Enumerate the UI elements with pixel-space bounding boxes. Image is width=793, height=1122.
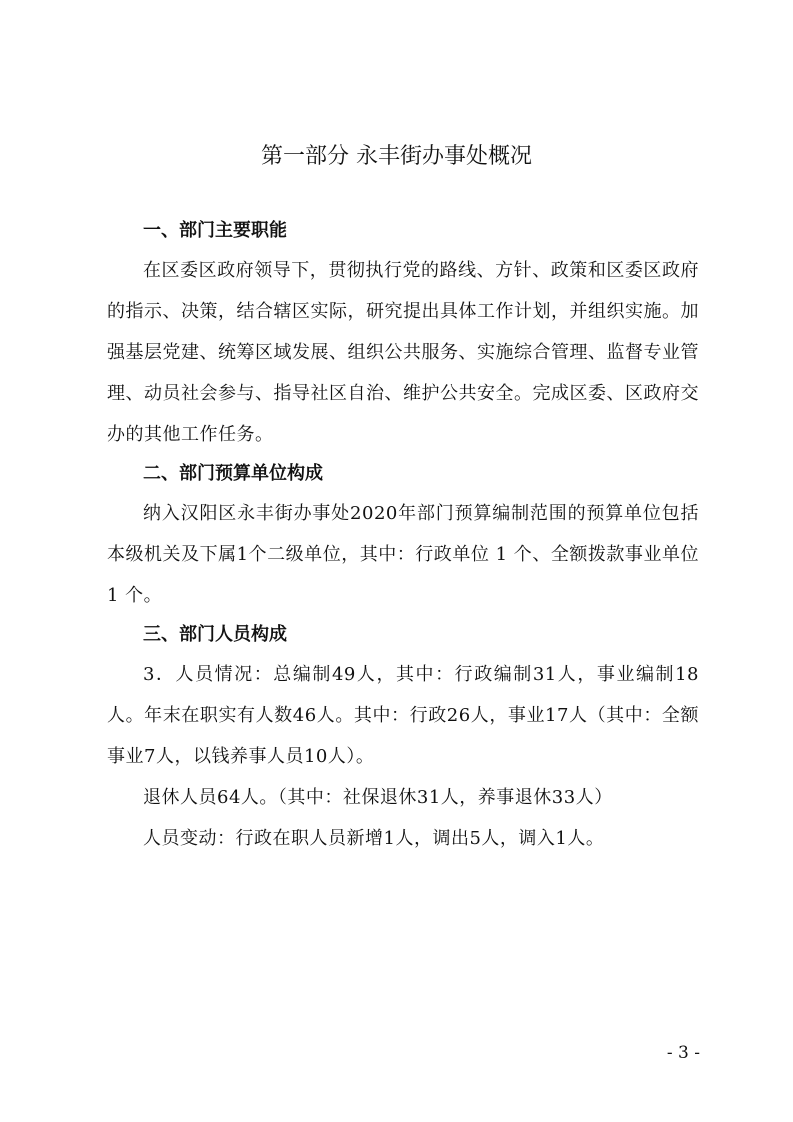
page-number: - 3 -	[666, 1043, 700, 1063]
body-paragraph: 纳入汉阳区永丰街办事处2020年部门预算编制范围的预算单位包括本级机关及下属1个二级单位，其中：行政单位 1 个、全额拨款事业单位 1 个。	[107, 503, 699, 606]
body-paragraph: 退休人员64人。（其中：社保退休31人，养事退休33人）	[143, 787, 613, 808]
document-title: 第一部分 永丰街办事处概况	[261, 144, 532, 169]
section-heading: 二、部门预算单位构成	[143, 463, 323, 484]
body-paragraph: 人员变动：行政在职人员新增1人，调出5人，调入1人。	[143, 828, 605, 849]
section-main-functions	[107, 212, 699, 455]
body-paragraph: 3．人员情况：总编制49人，其中：行政编制31人，事业编制18人。年末在职实有人数46人。其中：行政26人，事业17人（其中：全额事业7人，以钱养事人员10人）。	[107, 664, 699, 767]
body-paragraph: 在区委区政府领导下，贯彻执行党的路线、方针、政策和区委区政府的指示、决策，结合辖区实际，研究提出具体工作计划，并组织实施。加强基层党建、统筹区域发展、组织公共服务、实施综合管理、监督专业管理、动员社会参与、指导社区自治、维护公共安全。完成区委、区政府交办的其他工作任务。	[107, 260, 699, 445]
section-budget-units	[107, 455, 699, 616]
document-body	[107, 212, 699, 859]
section-heading: 三、部门人员构成	[143, 624, 287, 645]
section-staff	[107, 616, 699, 859]
section-heading: 一、部门主要职能	[143, 220, 287, 241]
